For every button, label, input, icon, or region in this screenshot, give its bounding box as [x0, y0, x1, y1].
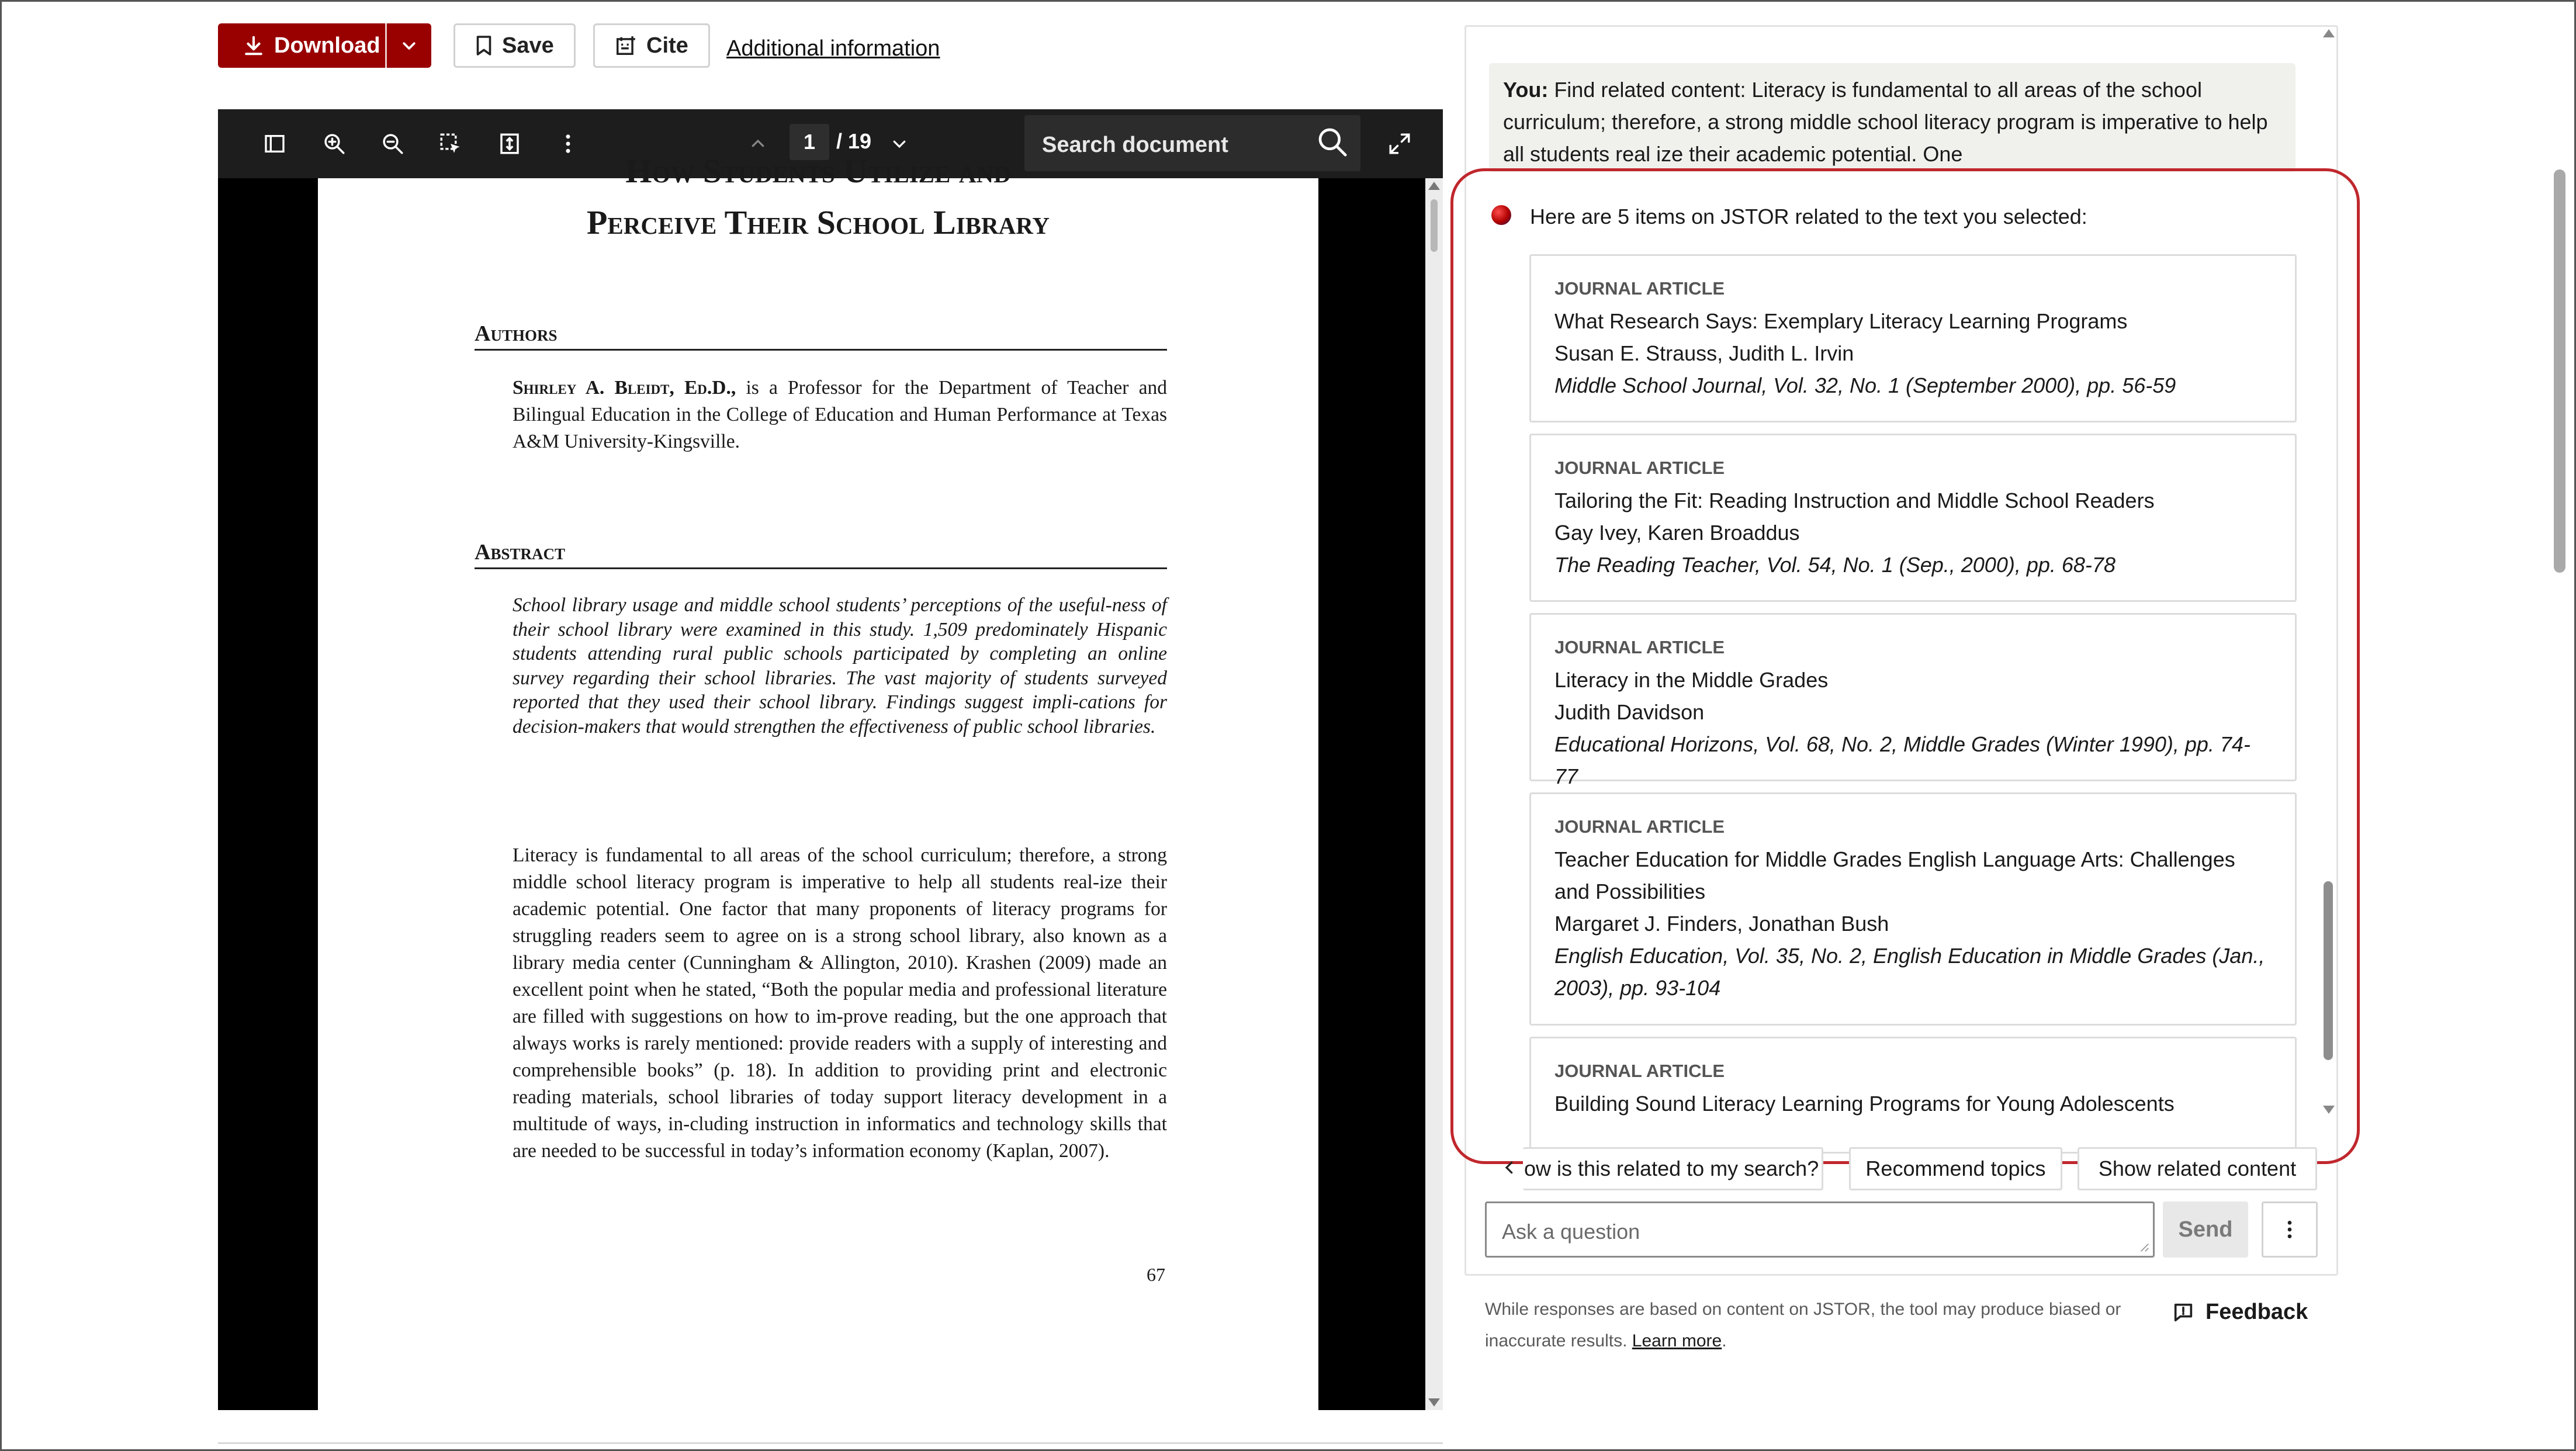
download-label: Download — [274, 33, 380, 58]
result-title[interactable]: Literacy in the Middle Grades — [1554, 668, 1829, 692]
abstract-rule — [475, 567, 1167, 569]
viewer-scrollbar[interactable] — [1425, 178, 1443, 1410]
result-source: Middle School Journal, Vol. 32, No. 1 (September 2000), pp. 56-59 — [1554, 373, 2176, 397]
pdf-page — [318, 152, 1318, 1410]
result-type: JOURNAL ARTICLE — [1554, 816, 1725, 837]
more-vertical-icon — [2278, 1218, 2301, 1241]
send-button[interactable]: Send — [2163, 1201, 2248, 1258]
feedback-label: Feedback — [2205, 1300, 2308, 1324]
result-title[interactable]: Teacher Education for Middle Grades English Language Arts: Challenges and Possibilities — [1554, 847, 2235, 903]
sidebar-toggle-icon[interactable] — [258, 127, 292, 161]
additional-information-link[interactable]: Additional information — [726, 36, 940, 61]
download-icon — [243, 34, 265, 57]
viewer-bottom-border — [218, 1442, 1443, 1444]
ask-question-placeholder: Ask a question — [1502, 1220, 1640, 1244]
bookmark-icon — [475, 35, 493, 56]
cite-label: Cite — [646, 33, 688, 58]
author-name: Shirley A. Bleidt, Ed.D., — [513, 377, 736, 399]
assistant-intro: Here are 5 items on JSTOR related to the text you selected: — [1530, 205, 2087, 228]
result-source: The Reading Teacher, Vol. 54, No. 1 (Sep., 2000), pp. 68-78 — [1554, 553, 2115, 577]
fullscreen-icon[interactable] — [1383, 127, 1417, 161]
result-type: JOURNAL ARTICLE — [1554, 1061, 1725, 1081]
chat-scroll-up-arrow[interactable] — [2323, 29, 2335, 37]
document-search-placeholder: Search document — [1042, 133, 1228, 157]
abstract-heading: Abstract — [475, 540, 565, 565]
result-authors: Susan E. Strauss, Judith L. Irvin — [1554, 341, 1854, 365]
download-button-group — [218, 23, 431, 68]
document-viewer — [218, 109, 1443, 1410]
user-prefix: You: — [1503, 78, 1549, 102]
suggestion-how-related[interactable]: ow is this related to my search? — [1523, 1147, 1823, 1190]
feedback-button[interactable] — [2172, 1300, 2308, 1325]
save-label: Save — [502, 33, 554, 58]
result-title[interactable]: Tailoring the Fit: Reading Instruction and Middle School Readers — [1554, 489, 2155, 512]
suggestion-recommend-topics[interactable]: Recommend topics — [1849, 1147, 2062, 1190]
learn-more-link[interactable]: Learn more — [1632, 1331, 1722, 1350]
page-number-input[interactable]: 1 — [790, 124, 829, 160]
abstract-text: School library usage and middle school students’ perceptions of the useful-ness of their school library were examined in this study. 1,509 predominately Hispanic students attending rural public schools participated by completing an online survey regarding their school libraries. The vast majority of students surveyed reported that they used their school library. Findings suggest impli-cations for decision-makers that would strengthen the effectiveness of public school libraries. — [513, 594, 1167, 737]
article-title-line2: Perceive Their School Library — [586, 203, 1050, 241]
ask-question-input[interactable] — [1485, 1201, 2155, 1258]
result-source: Educational Horizons, Vol. 68, No. 2, Middle Grades (Winter 1990), pp. 74-77 — [1554, 732, 2250, 788]
cite-button[interactable] — [593, 23, 710, 68]
result-authors: Gay Ivey, Karen Broaddus — [1554, 521, 1800, 545]
chevron-down-icon — [400, 37, 418, 54]
page-scrollbar-thumb[interactable] — [2554, 169, 2565, 573]
authors-rule — [475, 349, 1167, 351]
result-type: JOURNAL ARTICLE — [1554, 458, 1725, 478]
viewer-scroll-thumb[interactable] — [1431, 199, 1438, 252]
suggestion-show-related[interactable]: Show related content — [2078, 1147, 2317, 1190]
authors-heading: Authors — [475, 321, 558, 346]
page-total: / 19 — [836, 129, 872, 153]
result-title[interactable]: Building Sound Literacy Learning Programs for Young Adolescents — [1554, 1092, 2175, 1116]
download-button[interactable] — [218, 23, 385, 68]
download-options-button[interactable] — [387, 37, 431, 54]
result-type: JOURNAL ARTICLE — [1554, 637, 1725, 657]
article-title-line1: How Students Utilize and — [625, 152, 1011, 190]
scroll-up-arrow[interactable] — [1428, 182, 1440, 190]
disclaimer-period: . — [1722, 1331, 1727, 1350]
page-number: 67 — [1147, 1264, 1165, 1285]
cite-icon — [615, 34, 637, 57]
search-icon[interactable] — [1316, 126, 1349, 161]
disclaimer-text: While responses are based on content on JSTOR, the tool may produce biased or inaccurate results. — [1485, 1300, 2121, 1350]
result-type: JOURNAL ARTICLE — [1554, 278, 1725, 299]
author-bio: is a Professor for the Department of Teacher and Bilingual Education in the College of Education and Human Performance at Texas A&M University-Kingsville. — [513, 377, 1168, 452]
scroll-down-arrow[interactable] — [1428, 1398, 1440, 1407]
user-message-body: Find related content: Literacy is fundamental to all areas of the school curriculum; therefore, a strong middle school literacy program is imperative to help all students real ize their academic potential. One — [1503, 78, 2268, 166]
save-button[interactable] — [453, 23, 576, 68]
feedback-icon — [2172, 1301, 2195, 1324]
resize-handle-icon[interactable] — [2139, 1242, 2149, 1252]
chips-scroll-left-icon[interactable] — [1501, 1157, 1518, 1181]
user-message-text — [1503, 74, 2284, 170]
result-source: English Education, Vol. 35, No. 2, English Education in Middle Grades (Jan., 2003), pp. 93-104 — [1554, 944, 2265, 1000]
chat-more-options-button[interactable] — [2262, 1201, 2318, 1258]
result-authors: Margaret J. Finders, Jonathan Bush — [1554, 912, 1889, 936]
body-paragraph: Literacy is fundamental to all areas of the school curriculum; therefore, a strong middle school literacy program is imperative to help all students real-ize their academic potential. One factor that many proponents of literacy programs for struggling readers seem to agree on is a strong school library, also known as a library media center (Cunningham & Allington, 2010). Krashen (2009) made an excellent point when he stated, “Both the popular media and professional literature are filled with suggestions on how to im-prove reading, but the one approach that always works is rarely mentioned: provide readers with a supply of interesting and comprehensible books” (p. 18). In addition to providing print and electronic reading materials, school libraries of today support literacy development in a multitude of ways, in-cluding instruction in informatics and technology skills that are needed to be successful in today’s information economy (Kaplan, 2007). — [513, 844, 1167, 1162]
user-message — [1489, 63, 2295, 172]
result-title[interactable]: What Research Says: Exemplary Literacy Learning Programs — [1554, 309, 2128, 333]
author-info — [513, 375, 1167, 455]
download-divider — [385, 23, 387, 68]
result-authors: Judith Davidson — [1554, 700, 1705, 724]
highlight-annotation — [1450, 168, 2360, 1164]
disclaimer — [1485, 1294, 2139, 1357]
